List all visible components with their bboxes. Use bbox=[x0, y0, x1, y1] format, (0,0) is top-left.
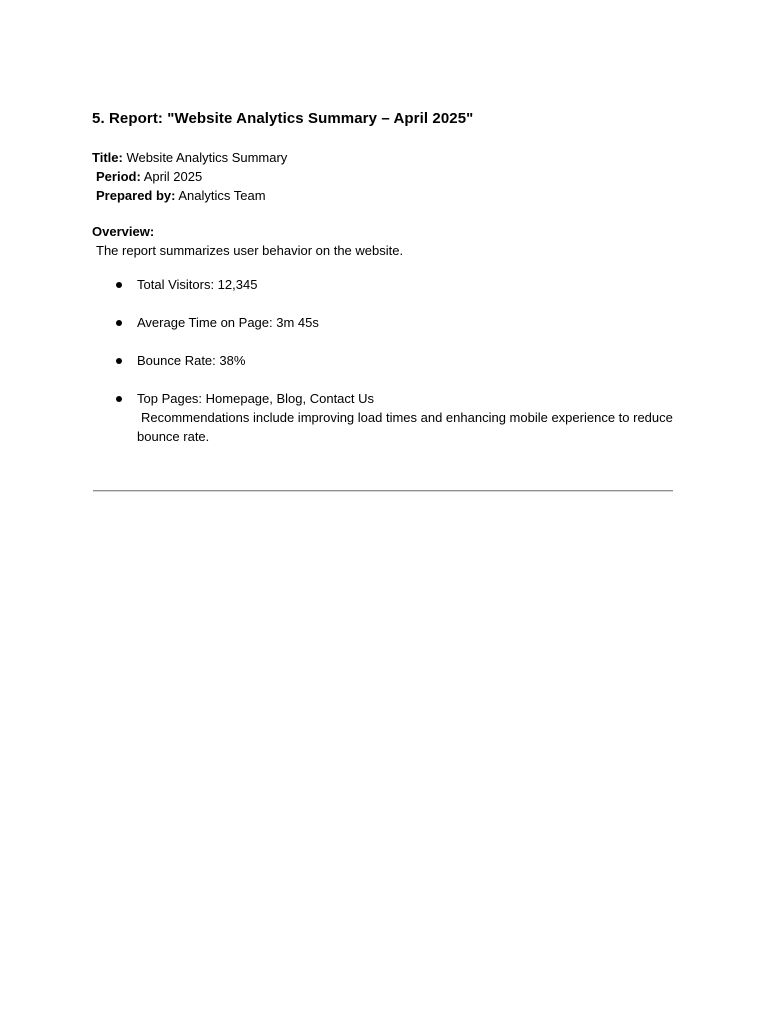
bullet-icon bbox=[116, 282, 122, 288]
list-item bbox=[92, 275, 674, 294]
document-content bbox=[92, 110, 674, 492]
meta-line-prepared-by bbox=[92, 186, 674, 205]
list-item-text: Total Visitors: 12,345 bbox=[137, 277, 258, 292]
meta-value-title: Website Analytics Summary bbox=[122, 150, 288, 165]
meta-line-title bbox=[92, 148, 674, 167]
section-divider bbox=[93, 490, 673, 492]
overview-heading: Overview: bbox=[92, 224, 155, 239]
meta-label-prepared-by: Prepared by: bbox=[96, 188, 176, 203]
report-heading: 5. Report: "Website Analytics Summary – April 2025" bbox=[92, 110, 474, 127]
meta-value-prepared-by: Analytics Team bbox=[175, 188, 266, 203]
list-item bbox=[92, 351, 674, 370]
bullet-icon bbox=[116, 320, 122, 326]
list-item bbox=[92, 313, 674, 332]
bullet-icon bbox=[116, 358, 122, 364]
meta-label-period: Period: bbox=[96, 169, 141, 184]
meta-value-period: April 2025 bbox=[140, 169, 203, 184]
overview-text: The report summarizes user behavior on the website. bbox=[96, 243, 404, 258]
meta-label-title: Title: bbox=[92, 150, 123, 165]
overview-section bbox=[92, 222, 674, 260]
bullet-icon bbox=[116, 396, 122, 402]
list-item-text: Average Time on Page: 3m 45s bbox=[137, 315, 319, 330]
list-item-text: Top Pages: Homepage, Blog, Contact Us bbox=[137, 391, 375, 406]
meta-line-period bbox=[92, 167, 674, 186]
list-item-note: Recommendations include improving load times and enhancing mobile experience to reduce bounce rate. bbox=[137, 410, 673, 444]
list-item bbox=[92, 389, 674, 446]
report-meta bbox=[92, 148, 674, 205]
list-item-text: Bounce Rate: 38% bbox=[137, 353, 246, 368]
metrics-bullet-list bbox=[92, 275, 674, 446]
